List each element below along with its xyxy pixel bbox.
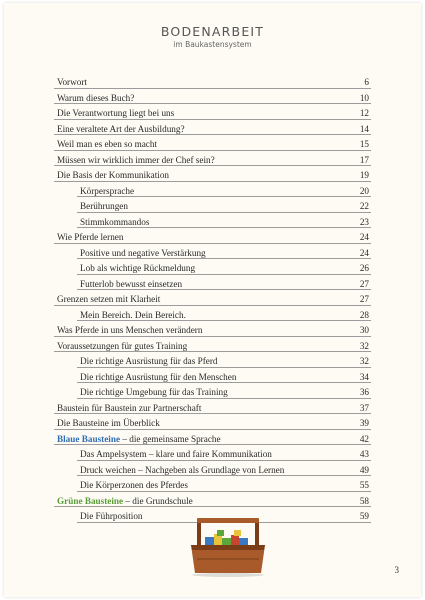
- toc-entry-page: 30: [359, 325, 369, 335]
- toc-entry-page: 32: [359, 340, 369, 351]
- toc-entry: [54, 321, 371, 337]
- toc-entry-title: Körpersprache: [80, 185, 135, 196]
- toc-subentry: [54, 197, 371, 213]
- toc-subentry: [54, 275, 371, 291]
- toc-subentry: [54, 461, 371, 477]
- toc-entry-highlight: Blaue Bausteine: [57, 433, 121, 444]
- toc-entry-page: 49: [359, 464, 369, 475]
- toc-entry: [54, 337, 371, 353]
- toc-subentry: [54, 445, 371, 461]
- toc-entry-page: 15: [359, 139, 369, 149]
- toc-entry-title: Vorwort: [57, 77, 87, 87]
- toc-entry-title: [57, 496, 193, 506]
- toc-entry: [54, 414, 371, 430]
- toc-entry-title: Mein Bereich. Dein Bereich.: [80, 309, 186, 320]
- toc-entry-title: Baustein für Baustein zur Partnerschaft: [57, 402, 202, 413]
- toc-entry-title: Berührungen: [80, 201, 128, 211]
- toc-entry-page: 36: [359, 387, 369, 397]
- toc-entry-title: Weil man es eben so macht: [57, 139, 158, 149]
- toc-entry-page: 14: [359, 123, 369, 134]
- toc-subentry: [54, 368, 371, 384]
- toc-entry-page: 32: [359, 356, 369, 366]
- toc-entry-page: 24: [359, 247, 369, 258]
- toc-entry: [54, 228, 371, 244]
- toc-entry: [54, 120, 371, 136]
- page-header: [4, 25, 421, 50]
- toc-entry: [54, 89, 371, 105]
- toc-entry-page: 55: [359, 480, 369, 490]
- toc-entry-title: Grenzen setzen mit Klarheit: [57, 294, 161, 304]
- toc-entry-page: 22: [359, 201, 369, 211]
- toc-entry: [54, 151, 371, 167]
- toc-entry-title: Druck weichen – Nachgeben als Grundlage von Lernen: [80, 464, 285, 475]
- toc-subentry: [54, 352, 371, 368]
- toc-entry-page: 43: [359, 449, 369, 459]
- toc-entry-page: 27: [359, 294, 369, 304]
- toc-entry-title-rest: – die gemeinsame Sprache: [122, 433, 221, 444]
- toc-entry-page: 58: [359, 495, 369, 506]
- toc-entry: [54, 104, 371, 120]
- toc-entry-title: Die richtige Ausrüstung für das Pferd: [80, 356, 218, 366]
- book-page: [4, 3, 421, 597]
- toc-subentry: [54, 182, 371, 198]
- toc-entry: [54, 430, 371, 446]
- toc-subentry: [54, 383, 371, 399]
- toc-entry-page: 19: [359, 170, 369, 180]
- toc-entry-page: 24: [359, 232, 369, 242]
- toolbox-with-building-blocks-icon: [187, 515, 269, 577]
- toc-entry: [54, 73, 371, 89]
- toc-entry-title: Die richtige Umgebung für das Training: [80, 387, 228, 397]
- toc-entry-page: 27: [359, 278, 369, 289]
- toc-subentry: [54, 306, 371, 322]
- toc-entry-page: 37: [359, 402, 369, 413]
- toc-entry-page: 17: [359, 154, 369, 165]
- toc-entry-page: 10: [359, 92, 369, 103]
- toc-entry-title: Voraussetzungen für gutes Training: [57, 340, 188, 351]
- toc-entry-highlight: Grüne Bausteine: [57, 495, 124, 506]
- toc-entry: [54, 290, 371, 306]
- toc-entry-title: Die Körperzonen des Pferdes: [80, 480, 188, 490]
- toc-entry-title: Die richtige Ausrüstung für den Menschen: [80, 371, 237, 382]
- toc-entry-title: Futterlob bewusst einsetzen: [80, 278, 183, 289]
- toc-entry-title: Die Führposition: [80, 511, 143, 521]
- toc-subentry: [54, 244, 371, 260]
- toc-entry-page: 6: [364, 77, 369, 87]
- toc-entry: [54, 399, 371, 415]
- toc-entry-title: Positive und negative Verstärkung: [80, 247, 206, 258]
- book-title: BODENARBEIT: [160, 24, 265, 39]
- toc-entry-title: Eine veraltete Art der Ausbildung?: [57, 123, 185, 134]
- toc-entry-page: 42: [359, 433, 369, 444]
- toc-entry-page: 23: [359, 216, 369, 227]
- toc-entry: [54, 492, 371, 508]
- toc-entry-title: Die Basis der Kommunikation: [57, 170, 170, 180]
- toc-entry-page: 26: [359, 263, 369, 273]
- toc-entry-title: Das Ampelsystem – klare und faire Kommunikation: [80, 449, 272, 459]
- toc-entry: [54, 166, 371, 182]
- toc-entry-title: Müssen wir wirklich immer der Chef sein?: [57, 154, 215, 165]
- toc-entry-page: 59: [359, 511, 369, 521]
- toc-entry-title: Stimmkommandos: [80, 216, 150, 227]
- toc-entry-title: Die Verantwortung liegt bei uns: [57, 108, 175, 118]
- toc-subentry: [54, 476, 371, 492]
- toc-entry-title-rest: – die Grundschule: [125, 495, 193, 506]
- book-subtitle: im Baukastensystem: [173, 40, 252, 49]
- toc-subentry: [54, 213, 371, 229]
- toc-subentry: [54, 259, 371, 275]
- toc-entry-title: Wie Pferde lernen: [57, 232, 124, 242]
- toc-entry-page: 28: [359, 309, 369, 320]
- toc-entry-title: Was Pferde in uns Menschen verändern: [57, 325, 203, 335]
- toc-entry-title: Die Bausteine im Überblick: [57, 418, 160, 428]
- toc-entry: [54, 135, 371, 151]
- table-of-contents: [54, 73, 371, 523]
- page-number: 3: [394, 565, 399, 575]
- toc-entry-page: 20: [359, 185, 369, 196]
- toc-entry-page: 39: [359, 418, 369, 428]
- toc-entry-title: [57, 434, 221, 444]
- toc-entry-title: Warum dieses Buch?: [57, 92, 135, 103]
- toc-entry-page: 34: [359, 371, 369, 382]
- toc-entry-page: 12: [359, 108, 369, 118]
- toc-entry-title: Lob als wichtige Rückmeldung: [80, 263, 196, 273]
